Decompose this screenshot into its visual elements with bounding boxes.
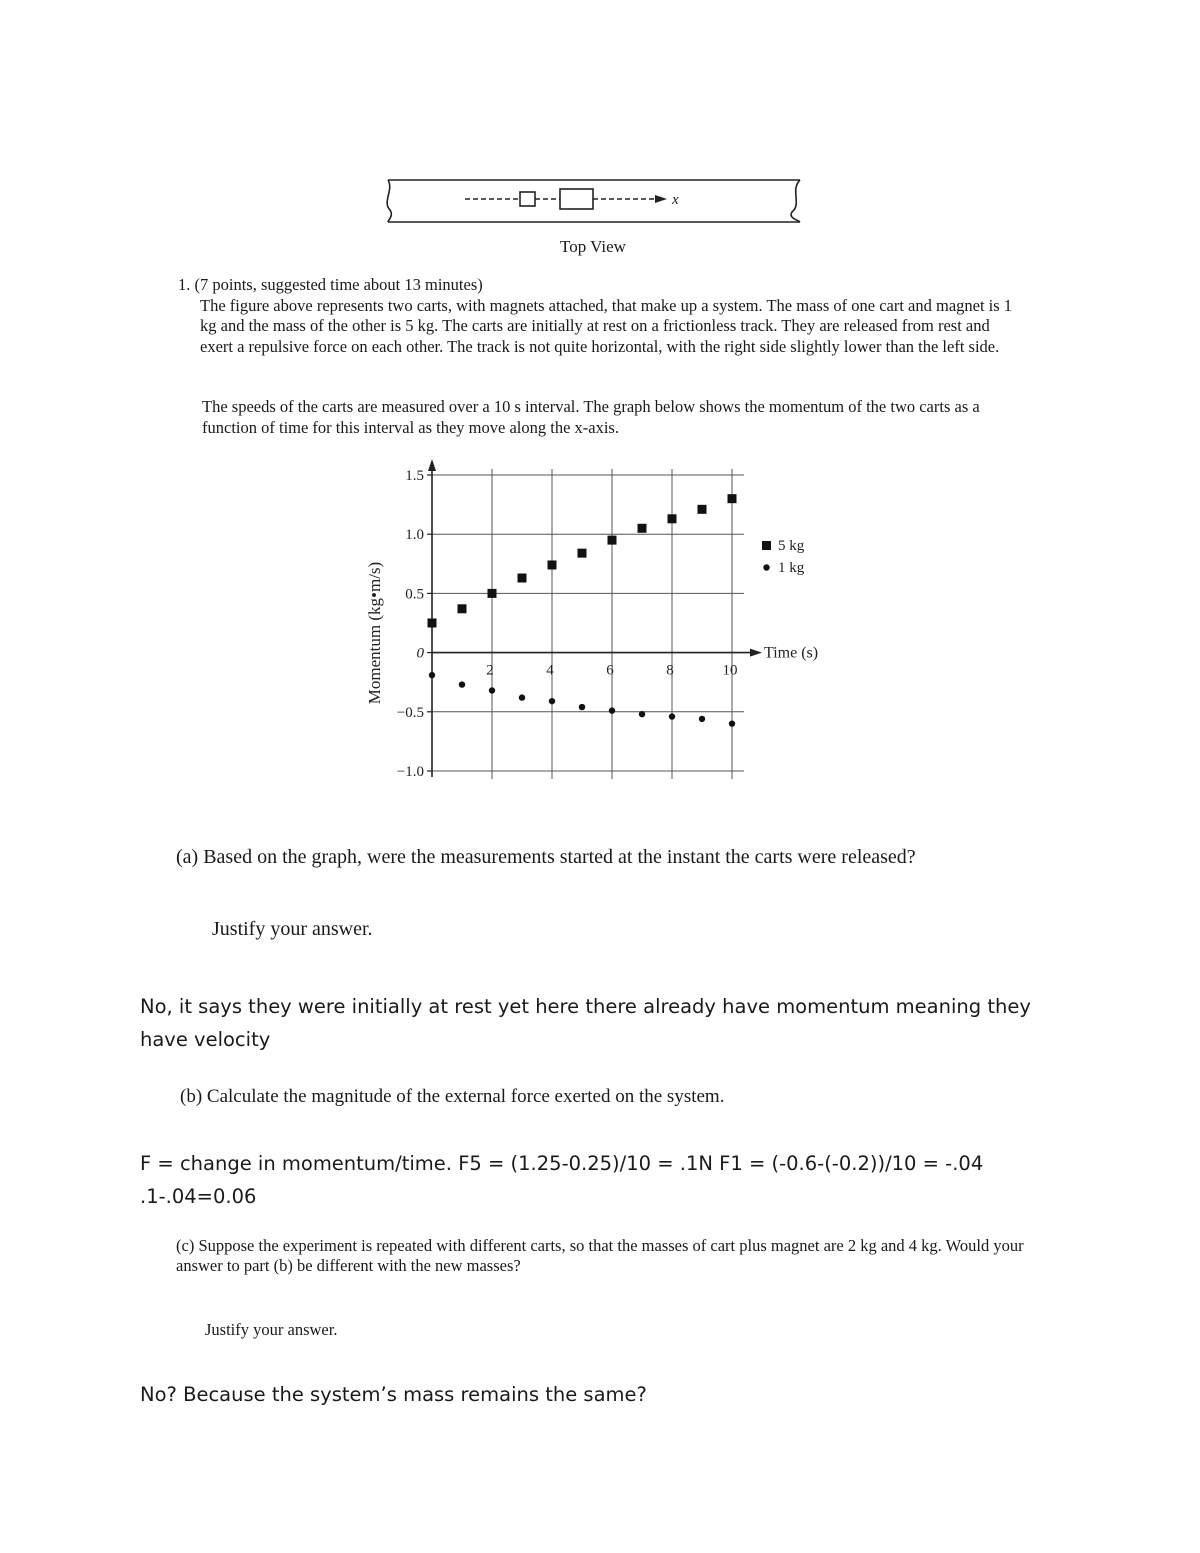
point-1kg	[669, 713, 675, 719]
y-tick-label: 1.5	[405, 468, 424, 484]
point-1kg	[729, 720, 735, 726]
part-c-justify-prompt: Justify your answer.	[205, 1320, 338, 1339]
point-1kg	[519, 694, 525, 700]
part-c-question: (c) Suppose the experiment is repeated with different carts, so that the masses of cart plus magnet are 2 kg and 4 kg. Would your answer to part (b) be different with the new masses?	[176, 1236, 1024, 1275]
x-tick-label: 6	[606, 662, 614, 679]
question-body: The figure above represents two carts, with magnets attached, that make up a system. The mass of one cart and magnet is 1 kg and the mass of the other is 5 kg. The carts are initially at rest on a frictionless track. They are released from rest and exert a repulsive force on each other. The track is not quite horizontal, with the right side slightly lower than the left side.	[200, 295, 1013, 356]
part-a-question: (a) Based on the graph, were the measurements started at the instant the carts were released?	[176, 846, 916, 868]
chart-points	[428, 494, 737, 727]
x-tick-label: 10	[722, 662, 738, 679]
point-5kg	[668, 514, 677, 523]
x-tick-label: 2	[486, 662, 494, 679]
point-1kg	[639, 711, 645, 717]
large-cart	[560, 189, 593, 209]
part-b-question: (b) Calculate the magnitude of the external force exerted on the system.	[180, 1086, 725, 1107]
y-tick-label: −0.5	[396, 704, 424, 721]
part-c-answer: No? Because the system’s mass remains the same?	[140, 1383, 647, 1406]
y-tick-label: 0.5	[405, 586, 424, 603]
point-1kg	[699, 716, 705, 722]
legend-label: 5 kg	[778, 538, 805, 554]
point-5kg	[698, 505, 707, 514]
point-1kg	[609, 707, 615, 713]
x-axis-label: Time (s)	[764, 644, 819, 662]
point-1kg	[549, 698, 555, 704]
x-tick-label: 4	[546, 662, 554, 679]
point-1kg	[429, 672, 435, 678]
y-tick-label: 1.0	[405, 527, 424, 544]
question-number: 1.	[178, 275, 191, 294]
point-5kg	[488, 589, 497, 598]
point-5kg	[608, 536, 617, 545]
small-cart	[520, 192, 535, 206]
legend-marker-circle	[763, 564, 769, 570]
graph-intro: The speeds of the carts are measured over a 10 s interval. The graph below shows the momentum of the two carts as a function of time for this interval as they move along the x-axis.	[202, 397, 980, 437]
point-5kg	[578, 549, 587, 558]
point-5kg	[518, 574, 527, 583]
chart-grid	[432, 469, 744, 779]
point-1kg	[459, 681, 465, 687]
y-axis-label: Momentum (kg•m/s)	[365, 561, 384, 705]
part-b-answer	[140, 1147, 1100, 1213]
point-5kg	[548, 560, 557, 569]
question-1	[178, 275, 1018, 357]
track-figure	[380, 172, 810, 232]
momentum-chart	[360, 455, 830, 800]
x-tick-label: 8	[666, 662, 674, 679]
x-axis-arrow	[750, 649, 762, 657]
part-a-answer: No, it says they were initially at rest yet here there already have momentum meaning they have velocity	[140, 995, 1031, 1051]
chart-axes	[427, 459, 762, 777]
y-tick-label: 0	[416, 645, 424, 662]
part-b-answer-line-2: .1-.04=0.06	[140, 1185, 257, 1208]
legend-marker-square	[762, 541, 771, 550]
chart-tick-labels	[397, 468, 738, 780]
x-axis-label: x	[672, 192, 679, 208]
figure-caption: Top View	[560, 237, 626, 256]
point-5kg	[728, 494, 737, 503]
chart-legend	[762, 538, 805, 576]
point-1kg	[489, 687, 495, 693]
y-tick-label: −1.0	[396, 764, 424, 780]
part-a-justify-prompt: Justify your answer.	[212, 918, 373, 940]
y-axis-arrow	[428, 459, 436, 471]
question-header: (7 points, suggested time about 13 minutes)	[194, 275, 483, 294]
point-5kg	[428, 619, 437, 628]
point-5kg	[638, 524, 647, 533]
point-1kg	[579, 704, 585, 710]
part-b-answer-line-1: F = change in momentum/time. F5 = (1.25-0.25)/10 = .1N F1 = (-0.6-(-0.2))/10 = -.04	[140, 1152, 984, 1175]
legend-label: 1 kg	[778, 560, 805, 576]
point-5kg	[458, 604, 467, 613]
